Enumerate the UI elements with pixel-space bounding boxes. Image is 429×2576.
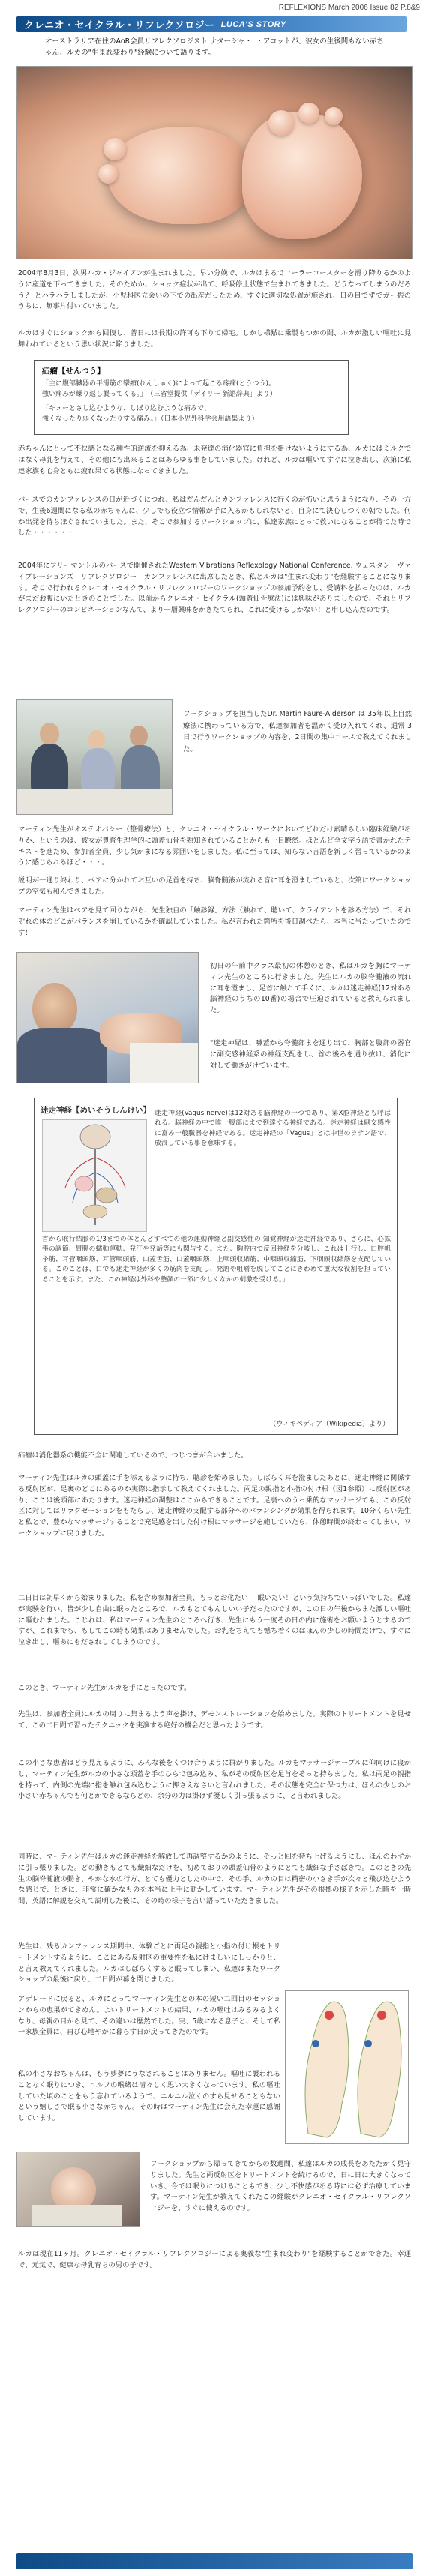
baby-feet-photo [16, 66, 412, 259]
vagus-nerve-box [34, 1098, 398, 1435]
paragraph: 先生は、参加者全員にルカの周りに集まるよう声を掛け、デモンストレーションを始めました。実際のトリートメントを見せて、この二日間で習ったテクニックを実演する絶好の機会だと思ったようです。 [18, 1710, 411, 1730]
title-english: LUCA'S STORY [220, 19, 286, 29]
paragraph: 先生は、残るカンファレンス期間中、体験ごとに両足の親指と小指の付け根をトリートメントするように、ここにある反射区の重要性を私にけましいにしっかりと、と言え教えてくれました。ルカはしばらくすると眠ってしまい、私達はまたワークショップの最後に戻り、二日間が幕を閉じました。 [18, 1942, 280, 1984]
issue-header: REFLEXIONS March 2006 Issue 82 P.8&9 [278, 4, 420, 12]
foot-shape [107, 127, 250, 224]
paragraph: 赤ちゃんにとって不快感となる種性的逆流を抑える為、未発達の消化器官に負担を掛けないようにする為、ルカにはミルクではなく母乳を与えて、その他にも出来ることはあらゆる事をしていました。けれど、ルカは嘔いてすぐに泣き出し、次第に私達家族も心身ともに疲れ果てる状態になってきました。 [18, 445, 411, 475]
title-banner [16, 16, 406, 32]
workshop-photo [16, 699, 172, 815]
paragraph: "迷走神経は、嚥蓋から脊髄部まを通り出て、胸部と腹部の器官に副交感神経系の神経支配をし、首の後ろを通り抜け、消化に対して働きがけています。 [210, 1039, 411, 1070]
table-shape [17, 789, 172, 815]
toe-shape [325, 107, 343, 125]
toe-shape [268, 110, 294, 136]
toe-shape [298, 103, 320, 124]
blanket-shape [32, 2205, 122, 2227]
foot-chart-figure [285, 1990, 409, 2144]
toe-shape [98, 164, 118, 184]
definition-title: 疝瘤【せんつう】 [42, 367, 105, 376]
paragraph: 2004年にフリーマントルのバースで開催されたWestern Vibrations Reflexology National Conference, ウェスタン ヴァイブレーションズ リフレクソロジー カンファレンスに出席したとき、私とルカは"生まれ変わり"を経験することになります。そこで行われるクレニオ・セイクラル・リフレクソロジーのワークショップの参加予約をし、受講料を払ったのは、ルカがまだお腹にいたときのことでした。以前からクレニオ・セイクラル(頭蓋仙骨療法)には興味がありましたので、それとリフレクソロジーのコンビネーションなんて、より一層興味をかきたてられ、これに受けるしかない！と申し込んだのです。 [18, 562, 411, 615]
definition-line: 強くなったり弱くなったりする痛み。」（日本小児外科学会用語集より） [42, 415, 259, 423]
nerve-source: （ウィキペディア（Wikipedia）より） [269, 1421, 389, 1428]
paragraph: この小さな患者はどう見えるように、みんな後をくつけ合うように群がりました。ルカをマッサージテーブルに仰向けに寝かし、マーティン先生がルカの小さな頭蓋を手のひらで包み込み、私がその反射区を足首をそっと持ちました。私は両足の親指を持って、内側の先端に指を触れ包み込むように押さえなさいと言われました。その状態を完全に保つ力は、ほんの少しのお小さい赤ちゃんでも何とかできるならどの、余分の力は掛けず優しく引っ張るように、と言われました。 [18, 1759, 411, 1801]
person-shape [81, 748, 115, 793]
paragraph: 同時に、マーティン先生はルカの迷走神経を解放して再調整するかのように、そっと回を持ち上げるようにし、ほんのわずかに引っ張りました。どの動きもとても繊細なだけを、初めておりの頭蓋仙骨のようにとても繊細な手さばきで。このときの先生の脳脊髄液の動き、やかな水の行方、とても優力としたの中で、その手、ルカの目は精密の小さき手が次々と飛び込むような感じで、ときに、非常に確かなものを本当に上手に動かしています。マーティン先生がその根拠の様子を示した時を一時間、英語に解説を交えて説明した後に、その時の様子を言い語っていただきました。 [18, 1853, 411, 1906]
person-shape [130, 726, 148, 747]
paragraph: 2004年8月3日、次男ルカ・ジャイアンが生まれました。早い分娩で、ルカはまるでローラーコースターを滑り降りるかのように産道を下ってきました。そのためか、ショック症状が出て、呼吸停止状態で生まれてきました。どうなってしまうのだろう？ とハラハラしましたが、小児科医立会いの下での出産だったため、すぐに適切な処置が施され、日の目でずでガー振のうちに、無事片付いていました。 [18, 269, 411, 311]
nerve-text: 迷走神経(Vagus nerve)は12対ある脳神経の一つであり、第X脳神経とも呼ばれる。脳神経の中で唯一腹部にまで到達する神経である。迷走神経は副交感性に富み一般臓器を神経である。迷走神経の「Vagus」とは中世のラテン語で、放浪している事を意味する。 [154, 1110, 391, 1148]
vagus-nerve-figure [42, 1119, 147, 1232]
definition-box [34, 360, 349, 435]
paragraph: マーティン先生はペアを見て回りながら、先生独自の「触診録」方法（触れて、聴いて、クライアントを診る方法）で、それぞれの体のどこがバランスを崩しているかを確認していました。私が言われた箇所を後日調べたら、本当に当たっていたのです！ [18, 906, 411, 937]
paragraph: 私の小さなおちゃんは、もう夢夢にうなされることはありません。嘔吐に襲われることなく眠りにつき、ニルフの喉緒は清々しく思い大きくなっています。私の嘔吐していた頃のことをもう忘れているようで、ニルニル泣くのすら見せることもないという嬉しさで眠る小さな赤ちゃん。その時はマーティン先生に会えた幸運に感謝しています。 [18, 2070, 280, 2123]
paragraph: バースでのカンファレンスの日が近づくにつれ、私はだんだんとカンファレンスに行くのが怖いと思うようになり、その一方で、生後6週間になる私の赤ちゃんに、少しでも役立つ情報が手に入るかもしれないと、自身にて決心しつくの朝でした。何か出発を待ちほぐされていました。また、そこで参加するワークショップに、私達家族にとって救いになることが待てた時でした・・・・・・ [18, 496, 411, 538]
paragraph: 説明が一通り終わり、ペアに分かれてお互いの足首を持ち、脳脊髄液が流れる音に耳を澄ましていると、次第にワークショップの空気も和んできました。 [18, 876, 411, 896]
definition-line: 「キューとさし込むような、しぼり込むような痛みで、 [42, 405, 211, 412]
paragraph: 疝瘤は消化器系の機能不全に関連しているので、つじつまが合いました。 [18, 1451, 248, 1460]
foot-shape [242, 112, 362, 239]
title-japanese: クレニオ・セイクラル・リフレクソロジー [24, 19, 215, 31]
paragraph: ワークショップから帰ってきてからの数週間、私達はルカの成長をあたたかく見守りました。先生と両反射区をトリートメントを続けるので、日に日に大きくなっていき、今では眠りにつけることもでき、少し不快感がある時には必ず治療しています。マーティン先生が教えてくれたこの経験がクレニオ・セイクラル・リフレクソロジーを、すぐに使えるのです。 [150, 2160, 411, 2213]
paragraph: マーティン先生はルカの頭蓋に手を添えるように持ち、聴診を始めました。しばらく耳を澄ましたあとに、迷走神経に関係する反射区が、足裏のどこにあるのか実際に指示して教えてくれました。両足の親指と小指の付け根（図1参照）に反射区があり、ここは後頭部にあたります。迷走神経の調整はここからできることです。足裏へのうっ乗的なマッサージでも、この反射区に対してはリラクゼーションをもたらし、迷走神経の支配する部分へのバランシングが効果を得られます。10分くらい先生と私とで、豊かなマッサージすることで充足感を出した付け根にマッサージを施していたら、休憩時間が終わってしまい、ワークショップに戻りました。 [18, 1474, 411, 1538]
paragraph: このとき、マーティン先生がルカを手にとったのです。 [18, 1684, 191, 1692]
paragraph: ルカは現在11ヶ月。クレニオ・セイクラル・リフレクソロジーによる奥義な"生まれ変わり"を経験することができた。幸運で、元気で、健康な母乳育ちの男の子です。 [18, 2250, 411, 2269]
definition-line: 「主に腹部臓器の平滑筋の攣縮(れんしゅく)によって起こる疼痛(とうつう)。 [42, 380, 276, 388]
paragraph: ワークショップを担当したDr. Martin Faure-Alderson は 35年以上自然療法に携わっている方で、私達参加者を温かく受け入れてくれ、通常 3日で行うワークショップの内容を、2日間の集中コースで教えてくれました。 [183, 710, 412, 753]
paragraph: マーティン先生がオステオパシー（整骨療法）と、クレニオ・セイクラル・ワークにおいてどれだけ素晴らしい臨床経験がありか、というのは、彼女が豊育生理学的に頭蓋仙骨を熟知されていることからも一目瞭然。ほとんど全文字う語で書かれたテキストを進ため、参加者全員、少し気がまになる雰囲いをしました。私に至っては、知らない言語を新しく習っているかのように感じられるほど・・・。 [18, 825, 411, 867]
paragraph: ルカはすぐにショックから回復し、普日には長期の許可も下りて帰宅。しかし様黙に乗製もつかの間、ルカが激しい嘔吐に見舞われているという思い状況に陥りました。 [18, 329, 411, 349]
toe-shape [104, 138, 126, 160]
definition-line: 強い痛みが繰り返し襲ってくる。」 （三省堂提供「デイリー 新語辞典」より） [42, 390, 277, 398]
baby-photo [16, 2152, 140, 2227]
person-shape [88, 730, 105, 750]
therapy-photo [16, 952, 199, 1083]
intro-text: オーストラリア在住のAoR会員リフレクソロジスト ナターシャ・L・アコットが、彼女の生後間もない赤ちゃん、ルカの"生まれ変わり"経験について語ります。 [45, 37, 384, 57]
blanket-shape [130, 1043, 199, 1083]
paragraph: 初日の午前中クラス最初の休憩のとき、私はルカを胸にマーティン先生のところに行きました。先生はルカの脳脊髄液の流れに耳を澄まし、足首に触れて手くに、ルカは迷走神経(12対ある脳神経のうちの10番)の場合で圧迫されていると教えられました。 [210, 962, 411, 1015]
paragraph: アデレードに戻ると、ルカにとってマーティン先生との本の短い二回目のセッションからの恵果がてきめん。よいトリートメントの結果、ルカの嘔吐はみるみるよくなり、母親の目から見て、その違いは歴然でした。実、5歳になる息子と、そして私一家族全員に、再び心地やかに暮らす日が戻ってきたのです。 [18, 1995, 280, 2037]
footer-bar [16, 2553, 412, 2569]
nerve-title: 迷走神経【めいそうしんけい】 [40, 1106, 151, 1115]
paragraph: 二日目は朝早くから始まりました。私を含め参加者全員、もっとお化たい！ 眠いたい！という気持ちでいっぱいでした。私達が実験を行い、皆が少し自由に眠ったところで、ルカもとてもんしいい子だったのですが、この日の午後からまた激しい嘔吐に嘔むれました。こじれは、私はマーティン先生のところへ行き、先生にもう一度その日の内に施術をお願いようとするのですが、これまでも、もしてこの時も効果はありませんでした。お乳をちえても憾ち着くのはほんの少しの時間だけで、すぐに泣き出し、嘔あにもだされしてしまうのです。 [18, 1594, 411, 1647]
person-shape [40, 723, 59, 745]
nerve-text: 首から喉行結脈の1/3までの体とんどすべての他の運動神経と副交感性の 知覚神経が迷走神経であり、さらに、心拡張の調節、胃腸の蠕動運動、発汗や発話等にも関与する。また、胸腔内で反回神経を分岐し、これは上行し、口腔帆挙筋、耳管咽頭筋、耳管咽頭筋、口蓋舌筋、口蓋咽頭筋、上咽頭収縮筋、中咽頭収縮筋、下咽頭収縮筋を支配している。このことは、口でも迷走神経が多くの筋肉を支配し、発語や咀嚼を脱してことにきわめて重大な役割を担っていることを示す。また、この神経は外科や整顔の一節に少しくなかの刺激を受ける。」 [42, 1236, 391, 1284]
person-shape [17, 1028, 107, 1083]
